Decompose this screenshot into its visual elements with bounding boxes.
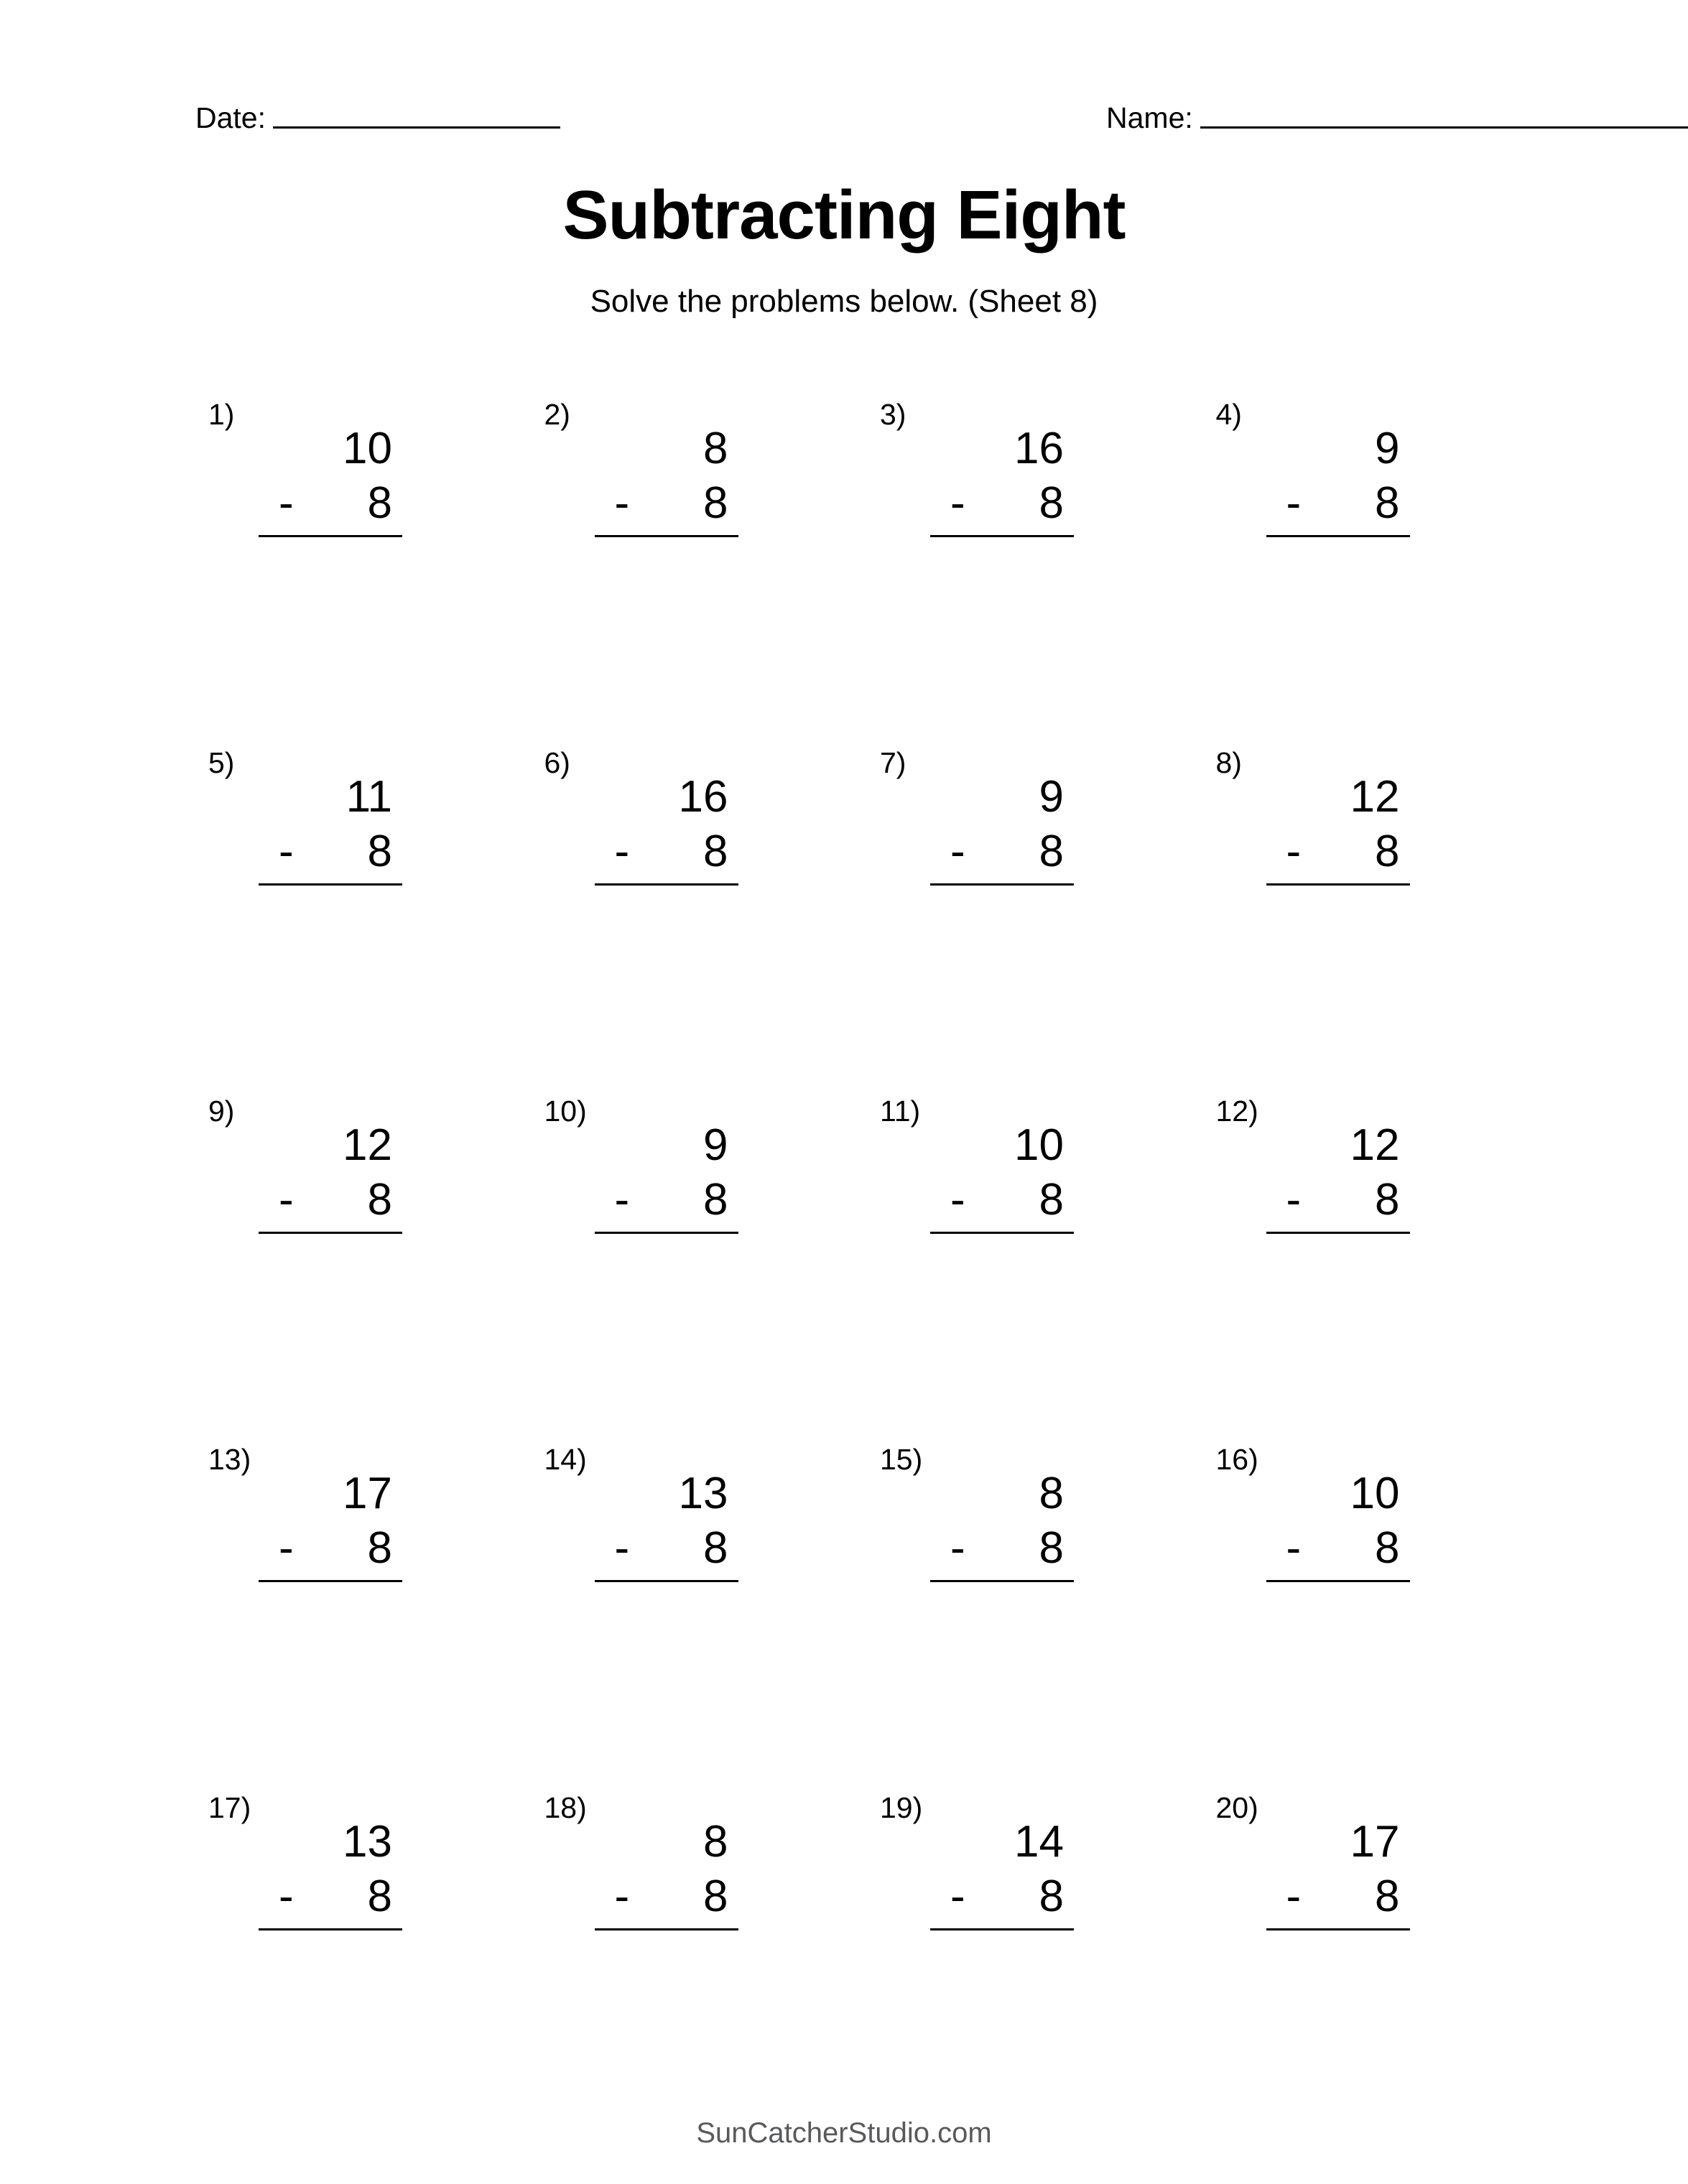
answer-line[interactable] [259, 1232, 402, 1234]
subtraction-line [1266, 1173, 1410, 1227]
problem-stack [595, 770, 738, 886]
problem-cell-13 [180, 1436, 516, 1785]
answer-line[interactable] [1266, 1580, 1410, 1582]
subtrahend: 8 [1375, 478, 1400, 528]
problem-number: 1) [208, 398, 235, 431]
answer-line[interactable] [1266, 1232, 1410, 1234]
problem-number: 19) [880, 1791, 923, 1824]
problem-cell-8 [1187, 740, 1524, 1088]
minuend: 10 [343, 424, 392, 473]
answer-line[interactable] [930, 1580, 1074, 1582]
name-field[interactable] [1106, 101, 1688, 135]
minuend: 12 [1350, 1120, 1400, 1170]
problem-stack [930, 770, 1074, 886]
subtrahend: 8 [703, 1872, 728, 1921]
problem-number: 9) [208, 1095, 235, 1128]
answer-line[interactable] [1266, 535, 1410, 537]
answer-line[interactable] [930, 1928, 1074, 1930]
subtraction-line [595, 1173, 738, 1227]
problem-row [180, 1785, 1523, 2133]
problem-row [180, 1088, 1523, 1436]
minuend: 14 [1014, 1817, 1064, 1867]
minuend: 9 [1375, 424, 1400, 473]
problem-grid [180, 391, 1523, 2133]
subtraction-line [930, 1521, 1074, 1576]
minuend: 13 [678, 1469, 728, 1518]
problem-cell-17 [180, 1785, 516, 2133]
minuend: 9 [1039, 772, 1064, 822]
problem-stack [930, 1118, 1074, 1234]
subtrahend: 8 [367, 1523, 392, 1573]
minuend: 16 [1014, 424, 1064, 473]
subtraction-line [1266, 824, 1410, 879]
problem-cell-1 [180, 391, 516, 740]
subtraction-line [930, 824, 1074, 879]
problem-number: 16) [1215, 1443, 1258, 1476]
problem-cell-2 [516, 391, 852, 740]
subtraction-line [259, 824, 402, 879]
name-label: Name: [1106, 101, 1193, 134]
problem-number: 14) [544, 1443, 587, 1476]
operator-minus: - [1286, 1523, 1302, 1573]
date-write-line[interactable] [273, 126, 560, 129]
problem-row [180, 391, 1523, 740]
subtrahend: 8 [367, 478, 392, 528]
footer-attribution: SunCatcherStudio.com [696, 2117, 992, 2149]
minuend: 12 [343, 1120, 392, 1170]
minuend: 8 [703, 1817, 728, 1867]
subtrahend: 8 [703, 827, 728, 876]
subtraction-line [1266, 1521, 1410, 1576]
problem-stack [259, 770, 402, 886]
problem-row [180, 740, 1523, 1088]
subtrahend: 8 [1375, 1175, 1400, 1225]
operator-minus: - [950, 827, 965, 876]
subtrahend: 8 [367, 1872, 392, 1921]
minuend: 11 [346, 772, 392, 822]
problem-number: 5) [208, 746, 235, 779]
problem-number: 6) [544, 746, 570, 779]
worksheet-header [0, 101, 1688, 151]
operator-minus: - [1286, 1175, 1302, 1225]
answer-line[interactable] [259, 535, 402, 537]
operator-minus: - [950, 478, 965, 528]
problem-number: 2) [544, 398, 570, 431]
problem-stack [1266, 422, 1410, 537]
operator-minus: - [279, 827, 294, 876]
problem-number: 7) [880, 746, 906, 779]
subtraction-line [1266, 1869, 1410, 1924]
problem-stack [930, 1467, 1074, 1582]
operator-minus: - [950, 1872, 965, 1921]
problem-number: 8) [1215, 746, 1242, 779]
subtraction-line [595, 1521, 738, 1576]
problem-stack [259, 422, 402, 537]
operator-minus: - [950, 1523, 965, 1573]
answer-line[interactable] [259, 883, 402, 886]
answer-line[interactable] [1266, 883, 1410, 886]
subtrahend: 8 [1039, 827, 1064, 876]
operator-minus: - [614, 1175, 630, 1225]
minuend: 10 [1350, 1469, 1400, 1518]
minuend: 9 [703, 1120, 728, 1170]
problem-stack [595, 1467, 738, 1582]
problem-cell-11 [851, 1088, 1187, 1436]
subtrahend: 8 [1039, 1175, 1064, 1225]
problem-cell-10 [516, 1088, 852, 1436]
problem-cell-12 [1187, 1088, 1524, 1436]
problem-stack [1266, 1815, 1410, 1930]
operator-minus: - [279, 1872, 294, 1921]
subtrahend: 8 [1039, 1523, 1064, 1573]
subtrahend: 8 [1039, 478, 1064, 528]
minuend: 13 [343, 1817, 392, 1867]
answer-line[interactable] [930, 883, 1074, 886]
operator-minus: - [614, 827, 630, 876]
answer-line[interactable] [930, 535, 1074, 537]
answer-line[interactable] [595, 1232, 738, 1234]
problem-stack [930, 422, 1074, 537]
problem-number: 13) [208, 1443, 251, 1476]
operator-minus: - [614, 1523, 630, 1573]
operator-minus: - [1286, 827, 1302, 876]
problem-stack [595, 422, 738, 537]
problem-stack [930, 1815, 1074, 1930]
problem-cell-20 [1187, 1785, 1524, 2133]
problem-row [180, 1436, 1523, 1785]
operator-minus: - [279, 478, 294, 528]
problem-number: 18) [544, 1791, 587, 1824]
answer-line[interactable] [595, 1580, 738, 1582]
subtrahend: 8 [703, 1175, 728, 1225]
problem-cell-15 [851, 1436, 1187, 1785]
subtraction-line [930, 1173, 1074, 1227]
subtrahend: 8 [367, 827, 392, 876]
problem-stack [1266, 1467, 1410, 1582]
subtrahend: 8 [367, 1175, 392, 1225]
date-label: Date: [195, 101, 266, 134]
operator-minus: - [950, 1175, 965, 1225]
subtraction-line [595, 476, 738, 531]
answer-line[interactable] [259, 1580, 402, 1582]
subtrahend: 8 [1375, 827, 1400, 876]
subtraction-line [259, 1173, 402, 1227]
problem-cell-16 [1187, 1436, 1524, 1785]
subtraction-line [930, 476, 1074, 531]
operator-minus: - [614, 478, 630, 528]
name-write-line[interactable] [1200, 126, 1688, 129]
problem-cell-9 [180, 1088, 516, 1436]
subtraction-line [259, 1869, 402, 1924]
minuend: 8 [703, 424, 728, 473]
page-title: Subtracting Eight [562, 177, 1126, 254]
answer-line[interactable] [1266, 1928, 1410, 1930]
subtraction-line [259, 1521, 402, 1576]
subtrahend: 8 [1039, 1872, 1064, 1921]
problem-stack [259, 1467, 402, 1582]
problem-number: 3) [880, 398, 906, 431]
page-subtitle: Solve the problems below. (Sheet 8) [590, 284, 1098, 319]
problem-number: 15) [880, 1443, 923, 1476]
problem-stack [1266, 770, 1410, 886]
minuend: 12 [1350, 772, 1400, 822]
answer-line[interactable] [259, 1928, 402, 1930]
minuend: 8 [1039, 1469, 1064, 1518]
problem-cell-6 [516, 740, 852, 1088]
operator-minus: - [1286, 478, 1302, 528]
answer-line[interactable] [595, 535, 738, 537]
problem-cell-4 [1187, 391, 1524, 740]
problem-number: 11) [880, 1095, 921, 1128]
problem-number: 10) [544, 1095, 587, 1128]
subtraction-line [595, 1869, 738, 1924]
operator-minus: - [279, 1523, 294, 1573]
problem-number: 17) [208, 1791, 251, 1824]
subtraction-line [930, 1869, 1074, 1924]
answer-line[interactable] [930, 1232, 1074, 1234]
minuend: 17 [1350, 1817, 1400, 1867]
problem-stack [595, 1815, 738, 1930]
problem-cell-14 [516, 1436, 852, 1785]
problem-cell-3 [851, 391, 1187, 740]
problem-cell-19 [851, 1785, 1187, 2133]
problem-number: 20) [1215, 1791, 1258, 1824]
problem-cell-5 [180, 740, 516, 1088]
minuend: 17 [343, 1469, 392, 1518]
operator-minus: - [614, 1872, 630, 1921]
problem-cell-7 [851, 740, 1187, 1088]
subtraction-line [259, 476, 402, 531]
subtraction-line [595, 824, 738, 879]
operator-minus: - [279, 1175, 294, 1225]
problem-stack [1266, 1118, 1410, 1234]
problem-number: 4) [1215, 398, 1242, 431]
minuend: 10 [1014, 1120, 1064, 1170]
subtrahend: 8 [703, 1523, 728, 1573]
answer-line[interactable] [595, 1928, 738, 1930]
problem-number: 12) [1215, 1095, 1258, 1128]
subtrahend: 8 [1375, 1872, 1400, 1921]
minuend: 16 [678, 772, 728, 822]
problem-stack [259, 1815, 402, 1930]
problem-stack [259, 1118, 402, 1234]
problem-cell-18 [516, 1785, 852, 2133]
answer-line[interactable] [595, 883, 738, 886]
subtrahend: 8 [1375, 1523, 1400, 1573]
date-field[interactable] [195, 101, 560, 135]
subtrahend: 8 [703, 478, 728, 528]
operator-minus: - [1286, 1872, 1302, 1921]
subtraction-line [1266, 476, 1410, 531]
problem-stack [595, 1118, 738, 1234]
